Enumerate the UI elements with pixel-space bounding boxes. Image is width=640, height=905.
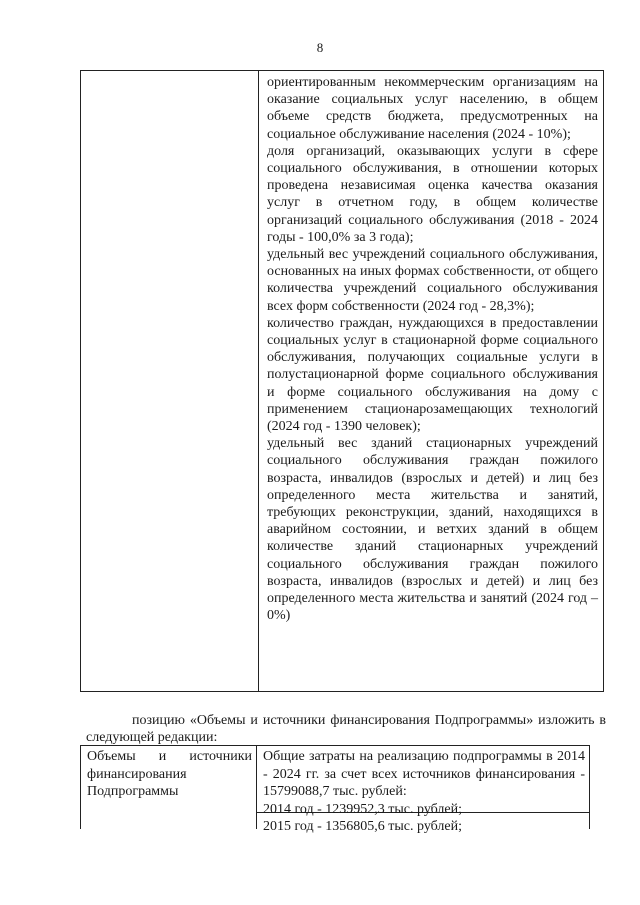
funding-label-cell: Объемы и источники финансирования Подпрограммы — [87, 749, 252, 799]
funding-line: 2015 год - 1356805,6 тыс. рублей; — [263, 819, 463, 834]
indicator-paragraph: удельный вес зданий стационарных учреждений социального обслуживания граждан пожилого возраста, инвалидов (взрослых и детей) и лиц без определенного места жительства и занятий, требующих реконструкции, зданий, находящихся в аварийном состоянии, и ветхих зданий в общем количестве зданий стационарных учреждений социального обслуживания граждан пожилого возраста, инвалидов (взрослых и детей) и лиц без определенного места жительства и занятий (2024 год – 0%) — [267, 436, 598, 624]
instruction-text: позицию «Объемы и источники финансирования Подпрограммы» изложить в следующей редакции: — [86, 713, 606, 745]
column-divider — [256, 746, 257, 829]
column-divider — [258, 71, 259, 691]
instruction-paragraph — [86, 712, 606, 746]
indicators-table — [80, 70, 604, 692]
funding-table — [80, 745, 590, 834]
indicator-paragraph: удельный вес учреждений социального обслуживания, основанных на иных формах собственности, от общего количества учреждений социального обслуживания всех форм собственности (2024 год - 28,3%); — [267, 247, 598, 314]
page-number: 8 — [316, 40, 324, 55]
indicator-paragraph: количество граждан, нуждающихся в предоставлении социальных услуг в стационарной форме социального обслуживания, получающих социальные услуги в полустационарной форме социального обслуживания и форме социального обслуживания на дому с применением стационарозамещающих технологий (2024 год - 1390 человек); — [267, 315, 598, 435]
funding-line: 2014 год - 1239952,3 тыс. рублей; — [263, 801, 463, 817]
indicator-paragraph: ориентированным некоммерческим организациям на оказание социальных услуг населению, в общем объеме средств бюджета, предусмотренных на социальное обслуживание населения (2024 - 10%); — [267, 75, 598, 142]
indicator-paragraph: доля организаций, оказывающих услуги в сфере социального обслуживания, в отношении которых проведена независимая оценка качества оказания услуг в отчетном году, в общем количестве организаций социального обслуживания (2018 - 2024 годы - 100,0% за 3 года); — [267, 143, 598, 245]
funding-line: Общие затраты на реализацию подпрограммы в 2014 - 2024 гг. за счет всех источников финансирования - 15799088,7 тыс. рублей: — [263, 749, 585, 799]
funding-values-cell — [263, 748, 585, 836]
indicators-cell — [267, 74, 598, 625]
